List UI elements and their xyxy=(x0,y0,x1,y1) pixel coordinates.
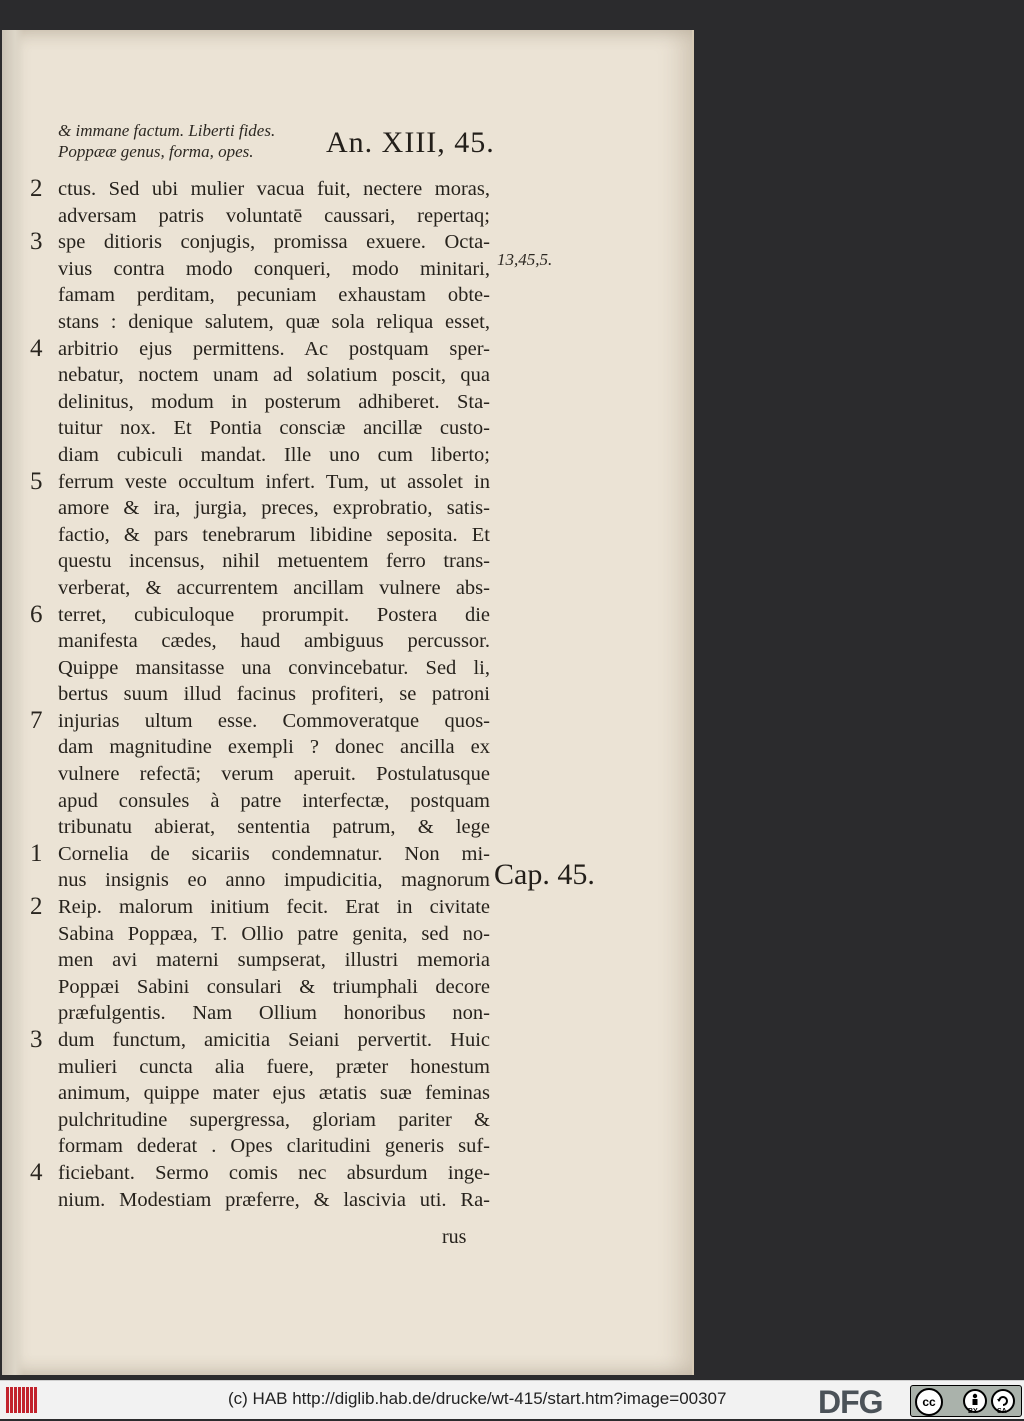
text-line xyxy=(58,1133,490,1160)
text-line xyxy=(58,1000,490,1027)
text-line xyxy=(30,893,490,921)
line-text: mulieri cuncta alia fuere, præter honestum xyxy=(58,1055,490,1078)
line-text: ctus. Sed ubi mulier vacua fuit, nectere moras, xyxy=(58,178,490,200)
line-text: terret, cubiculoque prorumpit. Postera die xyxy=(58,603,490,626)
line-text: dum functum, amicitia Seiani pervertit. Huic xyxy=(58,1029,490,1051)
line-text: verberat, & accurrentem ancillam vulnere abs- xyxy=(58,576,490,599)
text-line xyxy=(58,1080,490,1107)
section-number: 6 xyxy=(30,600,43,628)
line-text: dam magnitudine exempli ? donec ancilla ex xyxy=(58,736,490,759)
line-text: formam dederat . Opes claritudini generis suf- xyxy=(58,1135,490,1158)
text-line xyxy=(30,334,490,363)
line-text: nus insignis eo anno impudicitia, magnorum xyxy=(58,869,490,892)
text-line xyxy=(58,203,490,230)
line-text: questu incensus, nihil metuentem ferro trans- xyxy=(58,550,490,573)
line-text: pulchritudine supergressa, gloriam pariter & xyxy=(58,1108,490,1131)
line-text: factio, & pars tenebrarum libidine seposita. Et xyxy=(58,523,490,546)
text-line xyxy=(30,1158,490,1187)
line-text: Reip. malorum initium fecit. Erat in civitate xyxy=(58,896,490,919)
line-text: nebatur, noctem unam ad solatium poscit, qua xyxy=(58,364,490,387)
text-line xyxy=(58,788,490,815)
text-line xyxy=(58,681,490,708)
line-text: vius contra modo conqueri, modo minitari, xyxy=(58,257,490,280)
text-line xyxy=(30,1026,490,1054)
section-number: 7 xyxy=(30,706,43,734)
running-title-line-1: & immane factum. Liberti fides. xyxy=(58,121,276,140)
line-text: diam cubiculi mandat. Ille uno cum liberto; xyxy=(58,443,490,466)
text-line xyxy=(30,467,490,496)
text-line xyxy=(58,628,490,655)
section-number: 5 xyxy=(30,467,43,495)
hab-logo-icon[interactable] xyxy=(6,1387,42,1413)
text-line xyxy=(58,362,490,389)
line-text: tuitur nox. Et Pontia consciæ ancillæ custo- xyxy=(58,417,490,440)
cc-license-badge[interactable] xyxy=(910,1385,1022,1417)
text-line xyxy=(58,867,490,894)
line-text: Quippe mansitasse una convincebatur. Sed li, xyxy=(58,656,490,679)
section-number: 4 xyxy=(30,1158,43,1186)
line-text: delinitus, modum in posterum adhiberet. Sta- xyxy=(58,390,490,413)
footer-bar xyxy=(0,1380,1024,1419)
body-text xyxy=(30,175,490,1213)
line-text: amore & ira, jurgia, preces, exprobratio, satis- xyxy=(58,497,490,520)
line-text: animum, quippe mater ejus ætatis suæ feminas xyxy=(58,1082,490,1105)
text-line xyxy=(58,256,490,283)
running-title-line-2: Poppææ genus, forma, opes. xyxy=(58,142,254,161)
text-line xyxy=(58,575,490,602)
cc-icon: cc xyxy=(915,1388,943,1416)
text-line xyxy=(58,947,490,974)
by-label: BY xyxy=(968,1408,978,1415)
line-text: stans : denique salutem, quæ sola reliqua esset, xyxy=(58,310,490,333)
text-line xyxy=(30,600,490,629)
text-line xyxy=(30,228,490,256)
section-number: 2 xyxy=(30,893,43,921)
text-line xyxy=(30,706,490,735)
text-line xyxy=(58,1054,490,1081)
line-text: spe ditioris conjugis, promissa exuere. Octa- xyxy=(58,231,490,254)
text-line xyxy=(58,1107,490,1134)
line-text: tribunatu abierat, sententia patrum, & lege xyxy=(58,816,490,839)
line-text: præfulgentis. Nam Ollium honoribus non- xyxy=(58,1002,490,1025)
text-line xyxy=(58,734,490,761)
text-line xyxy=(58,655,490,682)
text-line xyxy=(30,175,490,203)
text-line xyxy=(58,309,490,336)
section-number: 1 xyxy=(30,839,43,867)
line-text: Sabina Poppæa, T. Ollio patre genita, sed no- xyxy=(58,922,490,945)
line-text: arbitrio ejus permittens. Ac postquam sper- xyxy=(58,337,490,360)
line-text: men avi materni sumpserat, illustri memoria xyxy=(58,949,490,972)
section-number: 4 xyxy=(30,334,43,362)
line-text: adversam patris voluntatē caussari, repertaq; xyxy=(58,204,490,227)
text-line xyxy=(58,389,490,416)
text-line xyxy=(30,839,490,868)
line-text: Poppæi Sabini consulari & triumphali decore xyxy=(58,975,490,998)
text-line xyxy=(58,282,490,309)
text-line xyxy=(58,522,490,549)
line-text: apud consules à patre interfectæ, postquam xyxy=(58,789,490,812)
line-text: nium. Modestiam præferre, & lascivia uti. Ra- xyxy=(58,1188,490,1211)
section-number: 2 xyxy=(30,175,43,202)
catchword: rus xyxy=(442,1226,467,1248)
text-line xyxy=(58,814,490,841)
margin-reference-note: 13,45,5. xyxy=(497,250,553,269)
section-number: 3 xyxy=(30,228,43,256)
section-number: 3 xyxy=(30,1026,43,1053)
line-text: ficiebant. Sermo comis nec absurdum inge- xyxy=(58,1161,490,1184)
text-line xyxy=(58,548,490,575)
dfg-logo-icon[interactable]: DFG xyxy=(818,1384,883,1420)
running-title xyxy=(58,120,328,162)
page-gutter xyxy=(2,30,24,1375)
line-text: manifesta cædes, haud ambiguus percussor. xyxy=(58,630,490,653)
text-line xyxy=(58,1187,490,1214)
text-line xyxy=(58,415,490,442)
line-text: vulnere refectā; verum aperuit. Postulatusque xyxy=(58,763,490,786)
book-reference: An. XIII, 45. xyxy=(326,126,495,159)
text-line xyxy=(58,442,490,469)
text-line xyxy=(58,761,490,788)
line-text: ferrum veste occultum infert. Tum, ut assolet in xyxy=(58,470,490,493)
book-page xyxy=(2,30,694,1375)
copyright-link[interactable]: (c) HAB http://diglib.hab.de/drucke/wt-415/start.htm?image=00307 xyxy=(228,1389,727,1408)
sa-label: SA xyxy=(997,1408,1007,1415)
line-text: injurias ultum esse. Commoveratque quos- xyxy=(58,709,490,732)
text-line xyxy=(58,974,490,1001)
line-text: Cornelia de sicariis condemnatur. Non mi- xyxy=(58,842,490,865)
line-text: bertus suum illud facinus profiteri, se patroni xyxy=(58,683,490,706)
margin-chapter-note: Cap. 45. xyxy=(494,858,595,891)
text-line xyxy=(58,921,490,948)
line-text: famam perditam, pecuniam exhaustam obte- xyxy=(58,284,490,307)
text-line xyxy=(58,495,490,522)
